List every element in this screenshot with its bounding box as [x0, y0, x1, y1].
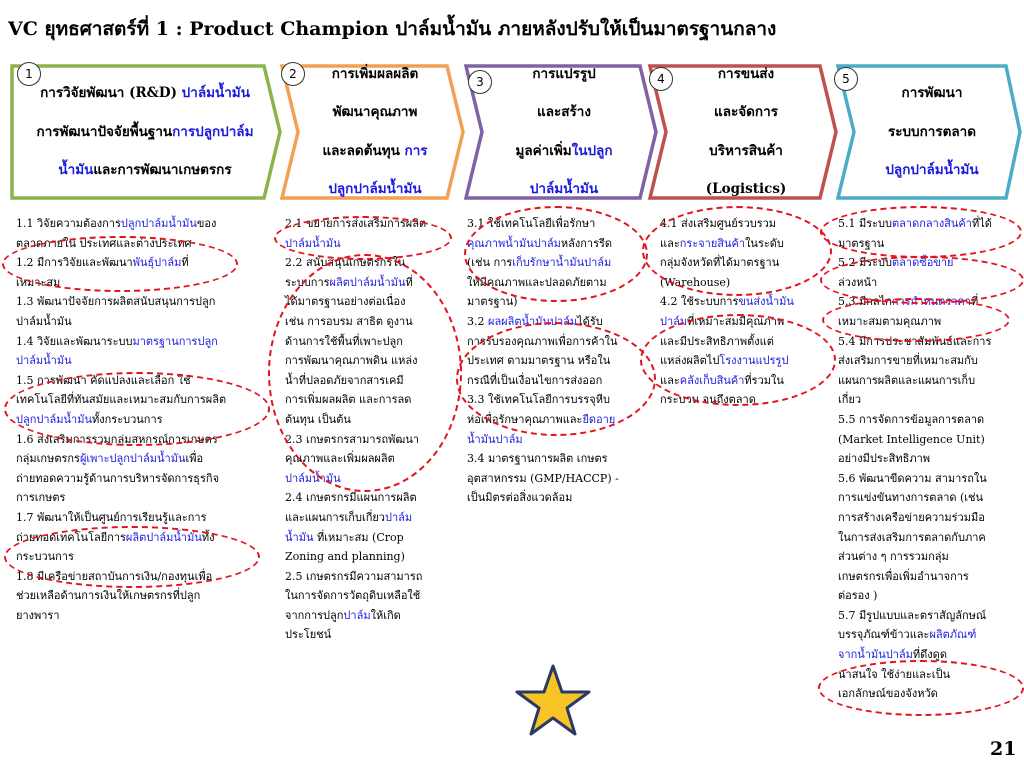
detail-line [838, 625, 1018, 645]
highlighted-text: ผลิตปาล์มน้ำมัน [125, 530, 202, 544]
slide-title: VC ยุทธศาสตร์ที่ 1 : Product Champion ปาล์มน้ำมัน ภายหลังปรับให้เป็นมาตรฐานกลาง [8, 18, 777, 40]
detail-line [285, 410, 445, 430]
text-segment: ที่ [405, 275, 413, 289]
detail-line [467, 253, 639, 273]
text-segment: และสร้าง [537, 104, 591, 121]
text-segment: และ [660, 236, 680, 250]
text-segment: จากการปลูก [285, 608, 344, 622]
highlighted-text: เก็บรักษาน้ำมันปาล์ม [512, 256, 612, 270]
detail-line [838, 469, 1018, 489]
detail-line [660, 332, 828, 352]
text-segment: ช่วยเหลือด้านการเงินให้เกษตรกรที่ปลูก [16, 589, 201, 603]
text-segment: ด้านการใช้พื้นที่เพาะปลูก [285, 334, 403, 348]
stage-number-2: 2 [281, 62, 305, 86]
text-segment: ถ่ายทอดเทคโนโลยีการ [16, 530, 126, 544]
detail-line [16, 390, 264, 410]
detail-line [16, 430, 264, 450]
stage-line [706, 100, 787, 125]
text-segment: 3.3 ใช้เทคโนโลยีการบรรจุหีบ [467, 393, 610, 407]
detail-line [838, 390, 1018, 410]
text-segment: หลังการรีด [560, 236, 613, 250]
text-segment: ในระดับ [745, 236, 784, 250]
column-4-details [660, 214, 828, 410]
stage-line [515, 100, 612, 125]
stage-number-4: 4 [649, 67, 673, 91]
detail-line [467, 214, 639, 234]
text-segment: การขนส่ง [717, 65, 775, 82]
text-segment: 4.1 ส่งเสริมศูนย์รวบรวม [660, 217, 777, 230]
text-segment: การเกษตร [16, 491, 66, 505]
stage-5-text [856, 66, 1008, 198]
detail-line [285, 449, 445, 469]
text-segment: และ [660, 373, 680, 387]
text-segment: การแปรรูป [532, 65, 596, 82]
detail-line [838, 684, 1018, 704]
text-segment: 5.6 พัฒนาขีดความ สามารถใน [838, 471, 987, 485]
detail-line [16, 312, 264, 332]
stage-line [885, 158, 978, 183]
detail-line [838, 312, 1018, 332]
text-segment: แหล่งผลิตไป [660, 354, 720, 368]
text-segment: 1.2 มีการวิจัยและพัฒนา [16, 256, 133, 270]
detail-line [660, 273, 828, 293]
text-segment: ตลาดภายใน ประเทศและต่างประเทศ [16, 236, 192, 250]
detail-line [285, 606, 445, 626]
detail-line [285, 234, 445, 254]
column-3-details [467, 214, 639, 508]
highlighted-text: ปาล์มน้ำมัน [181, 85, 250, 101]
detail-line [285, 332, 445, 352]
detail-line [16, 371, 264, 391]
text-segment: 5.2 มีระบบ [838, 256, 893, 270]
text-segment: เทคโนโลยีที่ทันสมัยและเหมาะสมกับการผลิต [16, 393, 227, 407]
star-icon [515, 664, 591, 736]
text-segment: น้ำที่ปลอดภัยจากสารเคมี [285, 373, 404, 387]
column-5-details [838, 214, 1018, 704]
text-segment: ในการจัดการวัตถุดิบเหลือใช้ [285, 589, 421, 603]
text-segment: การพัฒนา [901, 85, 963, 101]
text-segment: 2.4 เกษตรกรมีแผนการผลิต [285, 491, 417, 505]
detail-line [16, 449, 264, 469]
column-1-details [16, 214, 264, 625]
detail-line [467, 410, 639, 430]
highlighted-text: ผู้เพาะปลูกปาล์มน้ำมัน [79, 452, 186, 466]
detail-line [16, 292, 264, 312]
detail-line [467, 273, 639, 293]
text-segment: 4.2 ใช้ระบบการ [660, 295, 739, 309]
text-segment: (Market Intelligence Unit) [838, 432, 985, 446]
detail-line [16, 410, 264, 430]
detail-line [838, 645, 1018, 665]
text-segment: เหมาะสม [16, 275, 61, 289]
stage-line [706, 177, 787, 202]
detail-line [838, 273, 1018, 293]
detail-line [16, 214, 264, 234]
text-segment: ทั้ง [201, 530, 215, 544]
detail-line [660, 351, 828, 371]
text-segment: เอกลักษณ์ของจังหวัด [838, 687, 938, 701]
text-segment: การเพิ่มผลผลิต และการลด [285, 393, 412, 407]
detail-line [838, 528, 1018, 548]
text-segment: ระบบการตลาด [887, 123, 977, 140]
detail-line [16, 586, 264, 606]
detail-line [16, 332, 264, 352]
text-segment: (Logistics) [705, 181, 787, 198]
detail-line [660, 214, 828, 234]
highlighted-text: ตลาดซื้อขาย [892, 256, 954, 270]
text-segment: พัฒนาคุณภาพ [332, 104, 418, 121]
page-number: 21 [990, 738, 1017, 760]
text-segment: 2.5 เกษตรกรมีความสามารถ [285, 569, 423, 583]
detail-line [838, 449, 1018, 469]
detail-line [16, 234, 264, 254]
text-segment: 1.5 การพัฒนา คัดแปลงและเลือก ใช้ [16, 373, 191, 387]
highlighted-text: ปาล์ม [660, 314, 688, 328]
text-segment: ห่อเพื่อรักษาคุณภาพและ [467, 412, 583, 426]
text-segment: ที่เหมาะสม (Crop [313, 530, 404, 544]
text-segment: ได้มาตรฐานอย่างต่อเนื่อง [285, 295, 406, 309]
text-segment: Zoning and planning) [285, 550, 405, 564]
text-segment: 2.1 ขยายการส่งเสริมการผลิต [285, 217, 427, 230]
text-segment: 3.2 [467, 314, 488, 328]
column-2-details [285, 214, 445, 645]
detail-line [285, 273, 445, 293]
text-segment: เหมาะสมตามคุณภาพ [838, 314, 942, 328]
stage-4-text [668, 66, 824, 198]
text-segment: และมีประสิทธิภาพตั้งแต่ [660, 334, 774, 348]
text-segment: กระบวน จนถึงตลาด [660, 393, 756, 407]
detail-line [285, 547, 445, 567]
detail-line [285, 292, 445, 312]
highlighted-text: การปลูกปาล์ม [172, 123, 254, 140]
text-segment: (เช่น การ [467, 256, 513, 270]
text-segment: ยางพารา [16, 608, 60, 622]
detail-line [16, 273, 264, 293]
text-segment: ประเทศ ตามมาตรฐาน หรือใน [467, 354, 611, 368]
detail-line [16, 606, 264, 626]
text-segment: ต้นทุน เป็นต้น [285, 412, 351, 426]
highlighted-text: มาตรฐานการปลูก [132, 334, 218, 348]
detail-line [285, 508, 445, 528]
detail-line [838, 567, 1018, 587]
stage-3-text [484, 66, 644, 198]
detail-line [467, 332, 639, 352]
text-segment: เกษตรกรเพื่อเพิ่มอำนาจการ [838, 569, 969, 583]
stage-line [515, 62, 612, 87]
detail-line [16, 528, 264, 548]
text-segment: ของ [196, 217, 217, 230]
text-segment: การวิจัยพัฒนา (R&D) [40, 85, 182, 101]
stage-line [706, 139, 787, 164]
detail-line [660, 312, 828, 332]
detail-line [467, 469, 639, 489]
detail-line [285, 390, 445, 410]
text-segment: ในการส่งเสริมการตลาดกับภาค [838, 530, 986, 544]
detail-line [285, 469, 445, 489]
text-segment: การรับรองคุณภาพเพื่อการค้าใน [467, 334, 618, 348]
highlighted-text: ปาล์ม [384, 510, 413, 524]
text-segment: และลดต้นทุน [322, 142, 405, 159]
detail-line [660, 292, 828, 312]
detail-line [467, 488, 639, 508]
highlighted-text: ผลิตปาล์มน้ำมัน [329, 275, 406, 289]
detail-line [285, 214, 445, 234]
detail-line [838, 351, 1018, 371]
detail-line [467, 430, 639, 450]
text-segment: กลุ่มเกษตรกร [16, 452, 80, 466]
detail-line [16, 351, 264, 371]
detail-line [285, 586, 445, 606]
text-segment: การเพิ่มผลผลิต [331, 65, 419, 82]
text-segment: กรณีที่เป็นเงื่อนไขการส่งออก [467, 373, 603, 387]
text-segment: ที่ [181, 256, 189, 270]
detail-line [467, 371, 639, 391]
stage-line [37, 81, 254, 106]
detail-line [660, 253, 828, 273]
text-segment: มาตรฐาน) [467, 295, 518, 309]
stage-number-1: 1 [17, 62, 41, 86]
detail-line [838, 430, 1018, 450]
stage-line [706, 62, 787, 87]
highlighted-text: กระจายสินค้า [679, 236, 746, 250]
detail-line [838, 292, 1018, 312]
detail-line [838, 586, 1018, 606]
text-segment: ส่วนต่าง ๆ การรวมกลุ่ม [838, 550, 949, 564]
highlighted-text: น้ำมันปาล์ม [467, 432, 523, 446]
text-segment: 1.1 วิจัยความต้องการ [16, 217, 121, 230]
highlighted-text: ยืดอายุ [582, 412, 616, 426]
detail-line [838, 488, 1018, 508]
text-segment: บรรจุภัณฑ์ข้าวและ [838, 628, 930, 642]
text-segment: การแข่งขันทางการตลาด (เช่น [838, 491, 984, 505]
text-segment: ถ่ายทอดความรู้ด้านการบริหารจัดการธุรกิจ [16, 471, 220, 485]
text-segment: แผนการผลิตและแผนการเก็บ [838, 373, 976, 387]
text-segment: 3.1 ใช้เทคโนโลยีเพื่อรักษา [467, 217, 596, 230]
text-segment: 5.1 มีระบบ [838, 217, 893, 230]
detail-line [467, 351, 639, 371]
text-segment: คุณภาพและเพิ่มผลผลิต [285, 452, 395, 466]
text-segment: ระบบการ [285, 275, 330, 289]
text-segment: เช่น การอบรม สาธิต ดูงาน [285, 314, 413, 328]
highlighted-text: คุณภาพน้ำมันปาล์ม [467, 236, 561, 250]
highlighted-text: ปาล์มน้ำมัน [16, 354, 72, 368]
highlighted-text: การกำหนดราคา [891, 295, 971, 309]
text-segment: เพื่อ [185, 452, 204, 466]
text-segment: ส่งเสริมการขายที่เหมาะสมกับ [838, 354, 978, 368]
highlighted-text: พันธุ์ปาล์ม [132, 256, 182, 270]
detail-line [838, 234, 1018, 254]
detail-line [285, 567, 445, 587]
detail-line [660, 234, 828, 254]
text-segment: 5.7 มีรูปแบบและตราสัญลักษณ์ [838, 608, 987, 622]
detail-line [660, 371, 828, 391]
text-segment: ปาล์มน้ำมัน [16, 314, 72, 328]
detail-line [467, 292, 639, 312]
text-segment: ให้มีคุณภาพและปลอดภัยตาม [467, 275, 607, 289]
stage-2-text [300, 66, 450, 198]
text-segment: กลุ่มจังหวัดที่ได้มาตรฐาน [660, 256, 780, 270]
text-segment: และจัดการ [714, 104, 778, 121]
text-segment: การพัฒนาคุณภาพดิน แหล่ง [285, 354, 418, 368]
detail-line [285, 528, 445, 548]
detail-line [285, 488, 445, 508]
text-segment: การสร้างเครือข่ายความร่วมมือ [838, 510, 985, 524]
text-segment: การพัฒนาปัจจัยพื้นฐาน [36, 123, 173, 140]
stage-1-text [14, 66, 276, 198]
stage-line [37, 120, 254, 145]
text-segment: ให้เกิด [370, 608, 401, 622]
text-segment: 1.6 ส่งเสริมการรวมกลุ่มสหกรณ์การเกษตร [16, 432, 218, 446]
detail-line [467, 312, 639, 332]
detail-line [838, 253, 1018, 273]
text-segment: 5.3 มีกลไก [838, 295, 892, 309]
text-segment: ได้รับ [577, 314, 603, 328]
highlighted-text: ตลาดกลางสินค้า [892, 217, 972, 230]
text-segment: (Warehouse) [660, 275, 731, 289]
stage-line [37, 158, 254, 183]
highlighted-text: ปาล์มน้ำมัน [529, 181, 599, 198]
detail-line [838, 332, 1018, 352]
detail-line [285, 625, 445, 645]
highlighted-text: น้ำมัน [58, 162, 94, 178]
text-segment: ที่ได้ [971, 217, 992, 230]
stage-line [322, 177, 427, 202]
stage-line [515, 139, 612, 164]
text-segment: ต่อรอง ) [838, 589, 878, 603]
highlighted-text: จากน้ำมันปาล์ม [838, 648, 913, 662]
text-segment: เกี่ยว [838, 393, 862, 407]
text-segment: 5.5 การจัดการข้อมูลการตลาด [838, 412, 985, 426]
detail-line [660, 390, 828, 410]
text-segment: 2.2 สนับสนุนเกษตรกรใน [285, 256, 406, 270]
detail-line [838, 410, 1018, 430]
highlighted-text: ผลิตภัณฑ์ [929, 628, 977, 642]
text-segment: ที่ดึงดูด [912, 648, 947, 662]
text-segment: 1.4 วิจัยและพัฒนาระบบ [16, 334, 133, 348]
detail-line [16, 488, 264, 508]
text-segment: ทั้งกระบวนการ [92, 412, 163, 426]
text-segment: 1.7 พัฒนาให้เป็นศูนย์การเรียนรู้และการ [16, 510, 207, 524]
text-segment: กระบวนการ [16, 550, 74, 564]
detail-line [16, 508, 264, 528]
stage-line [885, 120, 978, 145]
detail-line [16, 547, 264, 567]
text-segment: ล่วงหน้า [838, 275, 878, 289]
detail-line [838, 665, 1018, 685]
highlighted-text: ปาล์มน้ำมัน [285, 471, 341, 485]
text-segment: น่าสนใจ ใช้ง่ายและเป็น [838, 667, 951, 681]
text-segment: มูลค่าเพิ่ม [515, 142, 572, 159]
detail-line [285, 312, 445, 332]
highlighted-text: ปาล์ม [343, 608, 371, 622]
stage-line [322, 62, 427, 87]
text-segment: และการพัฒนาเกษตรกร [93, 162, 232, 178]
text-segment: ที่เหมาะสมมีคุณภาพ [687, 314, 785, 328]
highlighted-text: การ [404, 142, 428, 159]
detail-line [16, 567, 264, 587]
detail-line [16, 469, 264, 489]
text-segment: บริหารสินค้า [709, 142, 783, 159]
stage-line [322, 139, 427, 164]
highlighted-text: ปลูกปาล์มน้ำมัน [885, 162, 979, 178]
detail-line [467, 234, 639, 254]
text-segment: 1.3 พัฒนาปัจจัยการผลิตสนับสนุนการปลูก [16, 295, 216, 309]
detail-line [285, 430, 445, 450]
detail-line [838, 214, 1018, 234]
highlighted-text: คลังเก็บสินค้า [679, 373, 745, 387]
stage-line [885, 81, 978, 106]
highlighted-text: ในปลูก [571, 142, 613, 159]
highlighted-text: โรงงานแปรรูป [719, 354, 789, 368]
text-segment: 1.8 มีเครือข่ายสถาบันการเงิน/กองทุนเพื่อ [16, 569, 213, 583]
detail-line [16, 253, 264, 273]
highlighted-text: น้ำมัน [285, 530, 314, 544]
detail-line [285, 351, 445, 371]
highlighted-text: ปลูกปาล์มน้ำมัน [328, 181, 422, 198]
stage-line [322, 100, 427, 125]
detail-line [285, 371, 445, 391]
detail-line [838, 547, 1018, 567]
stage-number-3: 3 [468, 70, 492, 94]
detail-line [838, 371, 1018, 391]
highlighted-text: ปลูกปาล์มน้ำมัน [120, 217, 197, 230]
stage-line [515, 177, 612, 202]
detail-line [838, 606, 1018, 626]
detail-line [467, 390, 639, 410]
detail-line [838, 508, 1018, 528]
highlighted-text: ปาล์มน้ำมัน [285, 236, 341, 250]
detail-line [467, 449, 639, 469]
text-segment: ที่รวมใน [744, 373, 784, 387]
text-segment: 5.4 มีการประชาสัมพันธ์และการ [838, 334, 992, 348]
text-segment: 2.3 เกษตรกรสามารถพัฒนา [285, 432, 420, 446]
text-segment: 3.4 มาตรฐานการผลิต เกษตร [467, 452, 608, 466]
text-segment: ที่ [970, 295, 979, 309]
highlighted-text: ผลผลิตน้ำมันปาล์ม [488, 314, 578, 328]
text-segment: อุตสาหกรรม (GMP/HACCP) - [467, 471, 619, 485]
text-segment: ประโยชน์ [285, 628, 332, 642]
text-segment: เป็นมิตรต่อสิ่งแวดล้อม [467, 491, 573, 505]
highlighted-text: ขนส่งน้ำมัน [738, 295, 794, 309]
text-segment: มาตรฐาน [838, 236, 885, 250]
stage-number-5: 5 [834, 67, 858, 91]
text-segment: และแผนการเก็บเกี่ยว [285, 510, 385, 524]
detail-line [285, 253, 445, 273]
text-segment: อย่างมีประสิทธิภาพ [838, 452, 931, 466]
highlighted-text: ปลูกปาล์มน้ำมัน [16, 412, 93, 426]
